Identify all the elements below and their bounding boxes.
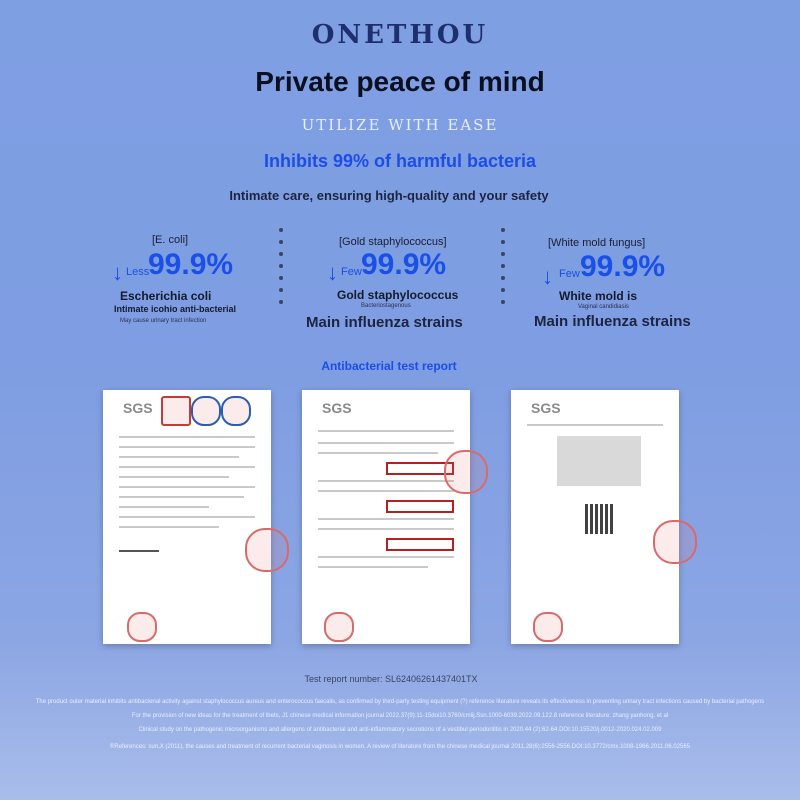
sgs-logo: SGS (123, 400, 153, 416)
stat-note: Bacteriostagenous (361, 303, 411, 309)
red-seal-icon (245, 528, 289, 572)
reference-line: ®References: sun,X (2011), the causes and treatment of recurrent bacterial vaginosis in women. A review of literature from the chinese medical journal 2011,28(6):2556-2556.DOI:10.3772/cmx.1008-1966.2011.06.02565 (109, 744, 691, 750)
stat-tag: [E. coli] (152, 234, 189, 246)
stat-note: Vaginal candidiasis (578, 304, 629, 310)
report-label: Antibacterial test report (321, 359, 457, 373)
highlight-box (386, 500, 454, 513)
stat-qualifier: Few (341, 266, 362, 278)
stat-percent: 99.9% (580, 250, 666, 283)
sgs-logo: SGS (531, 400, 561, 416)
red-seal-icon (127, 612, 157, 642)
sample-photo (557, 436, 641, 486)
test-report-document (511, 390, 679, 644)
stat-strain: Main influenza strains (306, 314, 463, 331)
down-arrow-icon: ↓ (542, 264, 553, 289)
divider-dots (501, 228, 505, 312)
reference-line: For the provision of new ideas for the treatment of lbets, J1 chinese medical information journal 2022.37(9):11-15doi10.3760/cmlij.Ssn.1000-6039.2022.09.122.8 reference literature: zhang yanhong, et al (131, 713, 669, 719)
red-seal-icon (444, 450, 488, 494)
tagline: UTILIZE WITH EASE (301, 116, 499, 134)
stat-tag: [Gold staphylococcus] (339, 236, 447, 248)
sgs-logo: SGS (322, 400, 352, 416)
down-arrow-icon: ↓ (327, 260, 338, 285)
reference-line: Clinical study on the pathogenic microorganisms and allergens of antibacterial and anti-inflammatory secretions of a vestibul periodontitis in 2020.44 (2):62-64.DOI:10.15520/j.0012-2020.024.02.009 (138, 727, 662, 733)
stat-sub: Intimate icohio anti-bacterial (114, 304, 237, 314)
stat-note: May cause urinary tract infection (120, 318, 207, 324)
certification-badge-icon (161, 396, 191, 426)
cnas-badge-icon (221, 396, 251, 426)
stat-percent: 99.9% (361, 248, 447, 281)
stat-name: Escherichia coli (120, 289, 212, 303)
stat-gold-staphylococcus (305, 232, 505, 342)
red-seal-icon (324, 612, 354, 642)
stat-percent: 99.9% (148, 248, 234, 281)
stat-e-coli (112, 232, 272, 342)
brand-logo: ONETHOU (311, 20, 489, 50)
test-report-document (103, 390, 271, 644)
report-number: Test report number: SL62406261437401TX (304, 674, 478, 684)
stat-qualifier: Few (559, 268, 580, 280)
qr-code-icon (585, 504, 615, 534)
reference-line: The product outer material inhibits antibacterial activity against staphylococcus aureus and enterococcus faecalis, as confirmed by third-party testing equipment (?) reference literature reveals its effectiveness in preventing urinary tract infections caused by bacterial pathogens (35, 699, 765, 705)
stat-qualifier: Less (126, 266, 150, 278)
test-report-document (302, 390, 470, 644)
stat-tag: [White mold fungus] (548, 237, 646, 249)
headline: Inhibits 99% of harmful bacteria (263, 151, 537, 171)
divider-dots (279, 228, 283, 312)
stat-white-mold (532, 232, 712, 342)
highlight-box (386, 538, 454, 551)
subline: Intimate care, ensuring high-quality and your safety (229, 188, 549, 203)
stat-strain: Main influenza strains (534, 313, 691, 330)
stat-name: Gold staphylococcus (337, 288, 459, 302)
red-seal-icon (533, 612, 563, 642)
red-seal-icon (653, 520, 697, 564)
down-arrow-icon: ↓ (112, 260, 123, 285)
ilac-badge-icon (191, 396, 221, 426)
stat-name: White mold is (559, 289, 637, 303)
page-title: Private peace of mind (255, 66, 545, 97)
